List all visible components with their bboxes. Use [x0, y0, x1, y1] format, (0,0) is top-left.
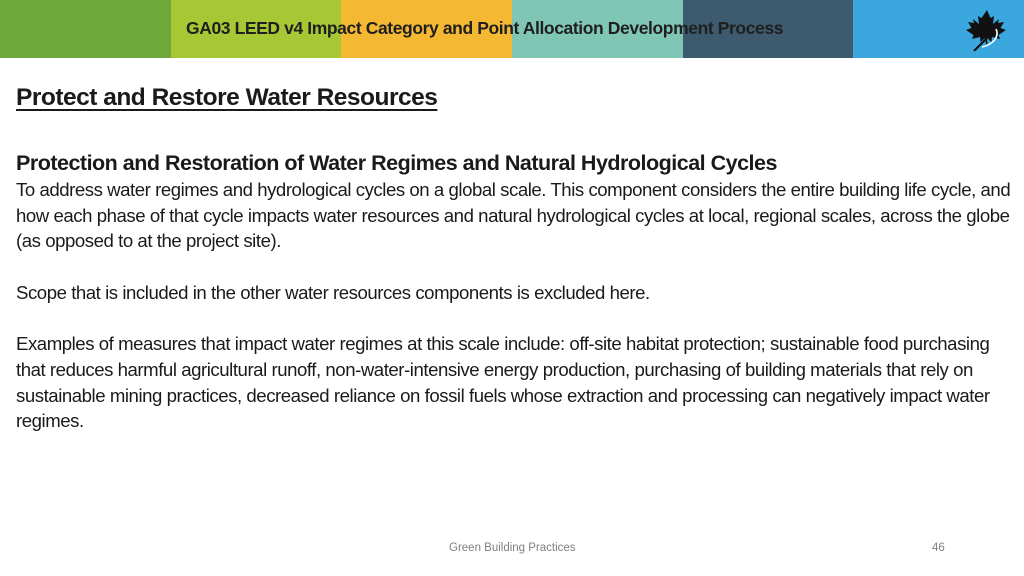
maple-leaf-icon: [962, 9, 1008, 51]
body-paragraph-2: Scope that is included in the other water resources components is excluded here.: [16, 281, 650, 303]
page-number: 46: [932, 542, 945, 554]
paragraph-spacer: [16, 254, 1016, 280]
section-heading: Protection and Restoration of Water Regimes and Natural Hydrological Cycles: [16, 151, 777, 175]
slide-body: [16, 149, 1016, 434]
slide-title: Protect and Restore Water Resources: [16, 84, 438, 111]
paragraph-spacer: [16, 306, 1016, 332]
header-title: GA03 LEED v4 Impact Category and Point Allocation Development Process: [186, 18, 784, 38]
body-paragraph-1: To address water regimes and hydrological cycles on a global scale. This component considers the entire building life cycle, and how each phase of that cycle impacts water resources and natural hydrological cycles at local, regional scales, across the globe (as opposed to at the project site).: [16, 179, 1011, 252]
banner-band-green: [0, 0, 171, 58]
footer-text: Green Building Practices: [449, 542, 576, 554]
body-paragraph-3: Examples of measures that impact water regimes at this scale include: off-site habitat protection; sustainable food purchasing that reduces harmful agricultural runoff, non-water-intensive energy production, purchasing of building materials that rely on sustainable mining practices, decreased reliance on fossil fuels whose extraction and processing can negatively impact water regimes.: [16, 333, 990, 432]
